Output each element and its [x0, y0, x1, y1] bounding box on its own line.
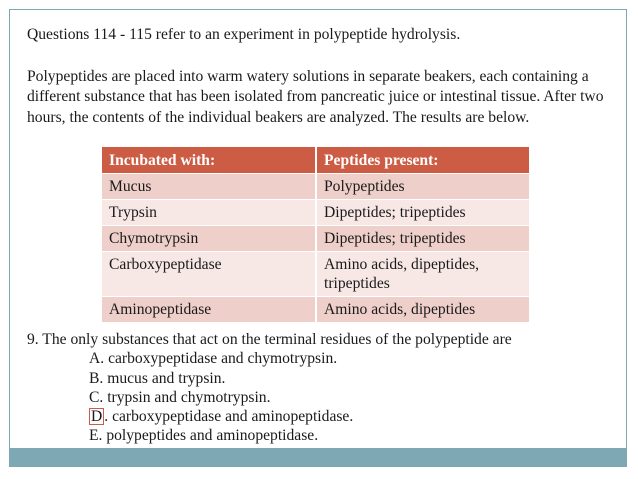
choice-e[interactable]	[89, 426, 617, 445]
table-cell-peptides: Dipeptides; tripeptides	[316, 200, 529, 226]
table-cell-substance: Trypsin	[102, 200, 316, 226]
answer-choices	[27, 349, 617, 445]
intro-text	[27, 25, 607, 128]
choice-d[interactable]	[89, 407, 617, 426]
table-row	[102, 200, 529, 226]
results-table	[102, 147, 529, 322]
header-incubated-with: Incubated with:	[102, 147, 316, 174]
table-cell-substance: Carboxypeptidase	[102, 252, 316, 297]
choice-text: trypsin and chymotrypsin.	[103, 388, 271, 406]
footer-band	[10, 448, 626, 466]
choice-letter: B.	[89, 369, 104, 387]
table-cell-substance: Mucus	[102, 174, 316, 200]
choice-text: polypeptides and aminopeptidase.	[102, 427, 319, 445]
choice-b[interactable]	[89, 369, 617, 388]
table-cell-peptides: Amino acids, dipeptides	[316, 297, 529, 323]
table-cell-peptides: Amino acids, dipeptides, tripeptides	[316, 252, 529, 297]
choice-letter: E.	[89, 427, 103, 445]
table-row	[102, 174, 529, 200]
choice-letter: C.	[89, 388, 104, 406]
table-row	[102, 297, 529, 323]
table-row	[102, 252, 529, 297]
choice-text: mucus and trypsin.	[103, 369, 226, 387]
table-cell-peptides: Polypeptides	[316, 174, 529, 200]
question-block	[27, 330, 617, 446]
selected-answer-marker: D	[91, 408, 103, 426]
table-row	[102, 226, 529, 252]
header-peptides-present: Peptides present:	[316, 147, 529, 174]
experiment-description: Polypeptides are placed into warm watery solutions in separate beakers, each containing a different substance that has been isolated from pancreatic juice or intestinal tissue. After two hours, the contents of the individual beakers are analyzed. The results are below.	[27, 67, 604, 126]
table-header-row	[102, 147, 529, 174]
table-cell-substance: Aminopeptidase	[102, 297, 316, 323]
table-cell-substance: Chymotrypsin	[102, 226, 316, 252]
question-stem: 9. The only substances that act on the terminal residues of the polypeptide are	[27, 331, 512, 348]
choice-a[interactable]	[89, 349, 617, 368]
questions-reference: Questions 114 - 115 refer to an experiment in polypeptide hydrolysis.	[27, 26, 461, 43]
choice-text: . carboxypeptidase and aminopeptidase.	[104, 408, 354, 426]
table-cell-peptides: Dipeptides; tripeptides	[316, 226, 529, 252]
choice-c[interactable]	[89, 388, 617, 407]
choice-text: carboxypeptidase and chymotrypsin.	[104, 350, 338, 368]
choice-letter: A.	[89, 350, 105, 368]
